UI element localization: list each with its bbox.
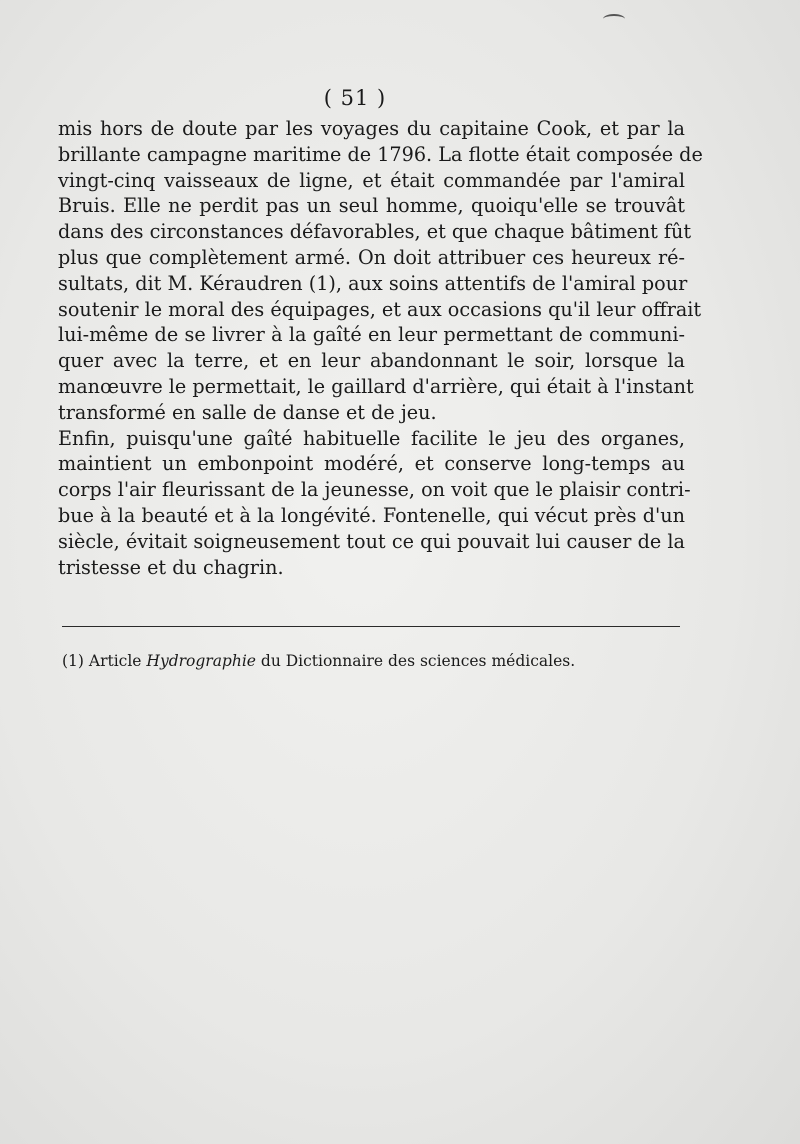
page-number: ( 51 )	[323, 86, 387, 110]
text-line: tristesse et du chagrin.	[58, 555, 284, 579]
text-line: brillante campagne maritime de 1796. La flotte était composée de	[58, 142, 703, 166]
text-line: Bruis. Elle ne perdit pas un seul homme, quoiqu'elle se trouvât	[58, 194, 685, 218]
footnote-text: du Dictionnaire des sciences médicales.	[255, 652, 576, 670]
text-line: quer avec la terre, et en leur abandonnant le soir, lorsque la	[58, 349, 685, 373]
text-line: maintient un embonpoint modéré, et conserve long-temps au	[58, 452, 685, 476]
text-line: manœuvre le permettait, le gaillard d'arrière, qui était à l'instant	[58, 374, 694, 398]
paragraph-1	[58, 116, 703, 426]
text-line: transformé en salle de danse et de jeu.	[58, 400, 437, 424]
text-line: siècle, évitait soigneusement tout ce qui pouvait lui causer de la	[58, 529, 685, 553]
text-line: Enfin, puisqu'une gaîté habituelle facilite le jeu des organes,	[58, 426, 685, 450]
text-line: plus que complètement armé. On doit attribuer ces heureux ré-	[58, 245, 685, 269]
text-line: mis hors de doute par les voyages du capitaine Cook, et par la	[58, 117, 685, 140]
body-text	[58, 116, 703, 580]
paragraph-2	[58, 426, 691, 581]
text-line: lui-même de se livrer à la gaîté en leur permettant de communi-	[58, 323, 685, 347]
corner-mark	[603, 14, 625, 24]
footnote-marker: (1) Article	[62, 652, 147, 670]
footnote	[62, 652, 575, 670]
footnote-italic-term: Hydrographie	[146, 652, 256, 670]
text-line: corps l'air fleurissant de la jeunesse, on voit que le plaisir contri-	[58, 478, 691, 502]
text-line: sultats, dit M. Kéraudren (1), aux soins attentifs de l'amiral pour	[58, 271, 688, 295]
footnote-divider	[62, 626, 680, 627]
text-line: soutenir le moral des équipages, et aux occasions qu'il leur offrait	[58, 297, 702, 321]
text-line: bue à la beauté et à la longévité. Fontenelle, qui vécut près d'un	[58, 503, 685, 527]
text-line: dans des circonstances défavorables, et que chaque bâtiment fût	[58, 220, 692, 244]
text-line: vingt-cinq vaisseaux de ligne, et était commandée par l'amiral	[58, 168, 685, 192]
